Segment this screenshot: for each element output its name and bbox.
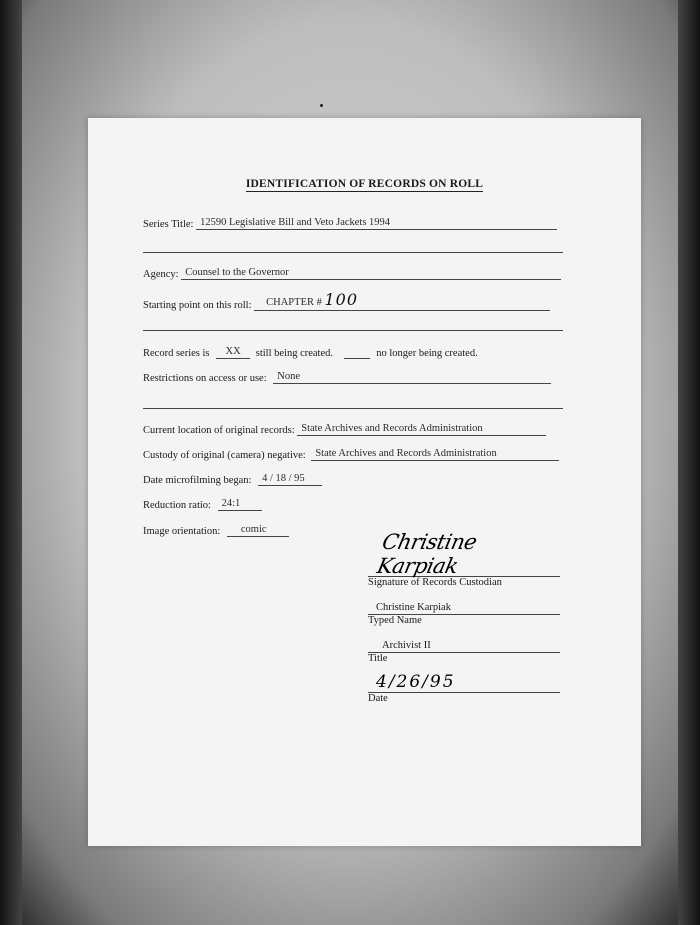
custody-row: Custody of original (camera) negative: State Archives and Records Administration <box>143 448 559 461</box>
dust-speck <box>320 104 323 107</box>
title-line <box>368 638 560 653</box>
orientation-row: Image orientation: comic <box>143 524 289 537</box>
typed-name-label: Typed Name <box>368 615 422 626</box>
current-location-row: Current location of original records: State Archives and Records Administration <box>143 423 546 436</box>
title-value: Archivist II <box>382 640 431 651</box>
records-form-page <box>88 118 641 846</box>
agency-row: Agency: Counsel to the Governor <box>143 267 561 280</box>
typed-name-line <box>368 600 560 615</box>
film-edge-left <box>0 0 22 925</box>
series-title-continuation-line <box>143 252 563 253</box>
reduction-row: Reduction ratio: 24:1 <box>143 498 262 511</box>
date-block <box>368 674 560 704</box>
film-edge-right <box>678 0 700 925</box>
series-title-value: 12590 Legislative Bill and Veto Jackets 1994 <box>196 217 557 230</box>
starting-point-row: Starting point on this roll: CHAPTER # 100 <box>143 290 550 311</box>
date-began-row: Date microfilming began: 4 / 18 / 95 <box>143 473 322 486</box>
restrictions-row: Restrictions on access or use: None <box>143 371 551 384</box>
no-longer-created-mark <box>344 357 370 359</box>
signature-label: Signature of Records Custodian <box>368 577 502 588</box>
signature-line <box>368 530 560 578</box>
restrictions-continuation-line <box>143 408 563 409</box>
typed-name-value: Christine Karpiak <box>376 602 451 613</box>
agency-value: Counsel to the Governor <box>181 267 561 280</box>
reduction-value: 24:1 <box>218 498 262 511</box>
starting-point-continuation-line <box>143 330 563 331</box>
orientation-value: comic <box>227 524 289 537</box>
signature-block <box>368 530 560 588</box>
handwritten-signature: Christine Karpiak <box>374 530 479 578</box>
record-series-row: Record series is XX still being created. no longer being created. <box>143 346 478 359</box>
form-title: IDENTIFICATION OF RECORDS ON ROLL <box>245 178 484 190</box>
current-location-value: State Archives and Records Administration <box>297 423 546 436</box>
restrictions-value: None <box>273 371 551 384</box>
starting-point-value: CHAPTER # 100 <box>254 290 550 311</box>
typed-name-block <box>368 600 560 626</box>
date-began-value: 4 / 18 / 95 <box>258 473 322 486</box>
handwritten-chapter-number: 100 <box>324 290 359 309</box>
handwritten-date: 4/26/95 <box>376 672 456 692</box>
still-created-mark: XX <box>216 346 250 359</box>
title-label: Title <box>368 653 388 664</box>
title-block <box>368 638 560 664</box>
date-label: Date <box>368 693 388 704</box>
date-line <box>368 674 560 693</box>
series-title-row: Series Title: 12590 Legislative Bill and Veto Jackets 1994 <box>143 217 557 230</box>
custody-value: State Archives and Records Administration <box>311 448 559 461</box>
